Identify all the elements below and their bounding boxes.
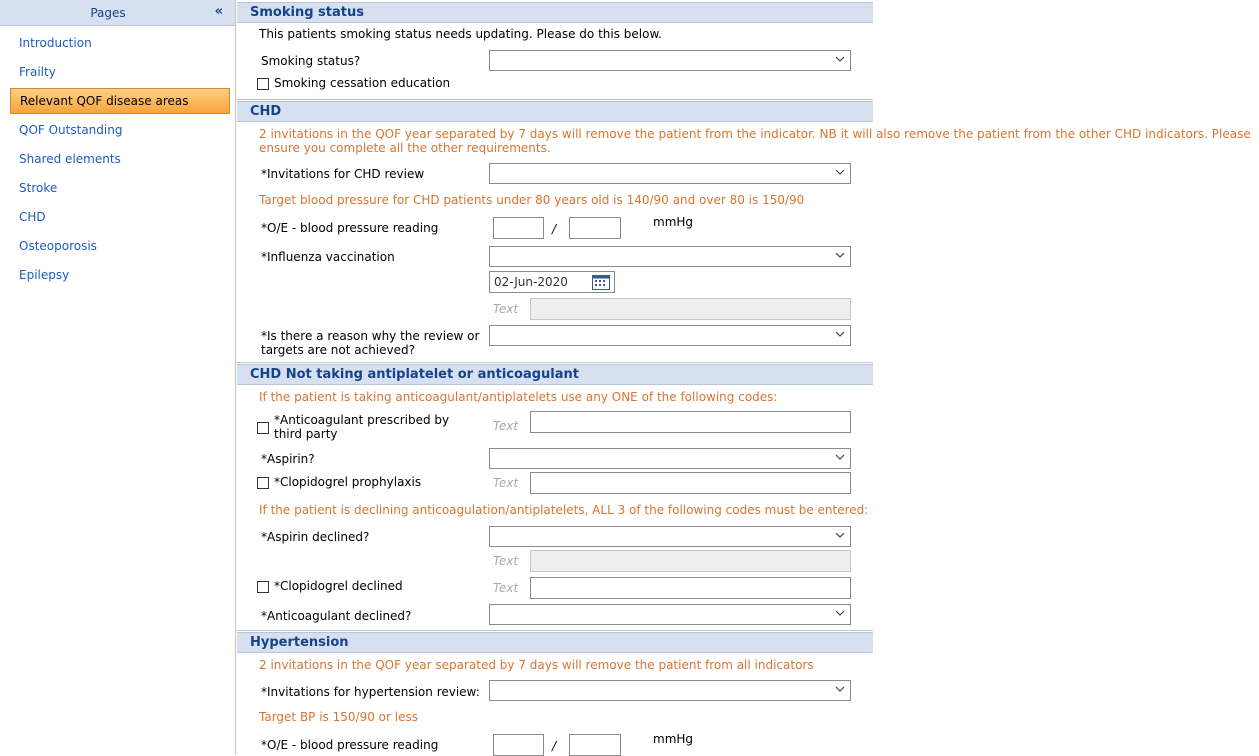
- section-chd-header: CHD: [237, 101, 873, 122]
- sidebar-item-epilepsy[interactable]: Epilepsy: [19, 268, 70, 282]
- chd-invitation-note: 2 invitations in the QOF year separated by 7 days will remove the patient from the indicator. NB it will also remove the patient from the other CHD indicators. Please ensure you complete all the other requirements.: [259, 127, 1251, 155]
- chd-target-bp-note: Target blood pressure for CHD patients under 80 years old is 140/90 and over 80 is 150/90: [259, 193, 805, 207]
- chevron-down-icon: [835, 54, 845, 64]
- sidebar-title: Pages: [90, 6, 126, 20]
- hypertension-bp-systolic-input[interactable]: [493, 734, 544, 756]
- anticoag-third-party-checkbox[interactable]: [257, 422, 269, 434]
- sidebar-item-qof-outstanding[interactable]: QOF Outstanding: [19, 123, 123, 137]
- sidebar-item-chd[interactable]: CHD: [19, 210, 46, 224]
- smoking-cessation-label: Smoking cessation education: [274, 76, 451, 90]
- section-divider: [237, 99, 873, 100]
- chd-bp-label: *O/E - blood pressure reading: [261, 221, 439, 235]
- sidebar-header: [0, 0, 235, 26]
- chevron-down-icon: [835, 608, 845, 618]
- chd-bp-systolic-input[interactable]: [493, 217, 544, 239]
- chd-invitations-dropdown[interactable]: [489, 163, 851, 184]
- chd-reason-dropdown[interactable]: [489, 325, 851, 346]
- aspirin-declined-text-input[interactable]: [530, 550, 851, 572]
- sidebar-item-introduction[interactable]: Introduction: [19, 36, 92, 50]
- chd-invitations-label: *Invitations for CHD review: [261, 167, 425, 181]
- chevron-down-icon: [835, 452, 845, 462]
- antiplatelet-taking-note: If the patient is taking anticoagulant/antiplatelets use any ONE of the following codes:: [259, 390, 778, 404]
- influenza-vaccination-dropdown[interactable]: [489, 246, 851, 267]
- hypertension-bp-label: *O/E - blood pressure reading: [261, 738, 439, 752]
- chd-bp-separator: /: [552, 222, 557, 236]
- chevron-down-icon: [835, 530, 845, 540]
- sidebar-item-stroke[interactable]: Stroke: [19, 181, 58, 195]
- influenza-text-input[interactable]: [530, 298, 851, 320]
- clopidogrel-declined-text-placeholder: Text: [493, 581, 519, 595]
- smoking-info-text: This patients smoking status needs updating. Please do this below.: [259, 27, 662, 41]
- anticoag-third-party-label: *Anticoagulant prescribed by third party: [274, 413, 450, 441]
- chevron-down-icon: [835, 250, 845, 260]
- sidebar-item-frailty[interactable]: Frailty: [19, 65, 56, 79]
- calendar-icon[interactable]: [592, 274, 610, 290]
- clopidogrel-text-placeholder: Text: [493, 476, 519, 490]
- chevron-down-icon: [835, 167, 845, 177]
- clopidogrel-prophylaxis-checkbox[interactable]: [257, 477, 269, 489]
- hypertension-bp-separator: /: [552, 739, 557, 753]
- clopidogrel-declined-label: *Clopidogrel declined: [274, 579, 403, 593]
- aspirin-label: *Aspirin?: [261, 452, 315, 466]
- hypertension-bp-unit: mmHg: [653, 732, 694, 746]
- chd-bp-diastolic-input[interactable]: [569, 217, 621, 239]
- smoking-cessation-checkbox[interactable]: [257, 78, 269, 90]
- smoking-status-label: Smoking status?: [261, 54, 361, 68]
- chevron-down-icon: [835, 329, 845, 339]
- clopidogrel-text-input[interactable]: [530, 472, 851, 494]
- sidebar-item-relevant-qof[interactable]: Relevant QOF disease areas: [10, 88, 230, 114]
- aspirin-declined-dropdown[interactable]: [489, 526, 851, 547]
- influenza-date-input[interactable]: [489, 271, 615, 293]
- main-form: [237, 0, 1251, 755]
- anticoag-third-party-text-input[interactable]: [530, 411, 851, 433]
- clopidogrel-declined-text-input[interactable]: [530, 577, 851, 599]
- clopidogrel-declined-checkbox[interactable]: [257, 581, 269, 593]
- chevron-down-icon: [835, 684, 845, 694]
- hypertension-invitation-note: 2 invitations in the QOF year separated by 7 days will remove the patient from all indicators: [259, 658, 814, 672]
- hypertension-target-note: Target BP is 150/90 or less: [259, 710, 418, 724]
- hypertension-invitations-dropdown[interactable]: [489, 680, 851, 701]
- section-smoking-header: Smoking status: [237, 2, 873, 23]
- influenza-text-placeholder: Text: [493, 302, 519, 316]
- aspirin-declined-label: *Aspirin declined?: [261, 530, 370, 544]
- aspirin-declined-text-placeholder: Text: [493, 554, 519, 568]
- clopidogrel-prophylaxis-label: *Clopidogrel prophylaxis: [274, 475, 422, 489]
- section-hypertension-header: Hypertension: [237, 632, 873, 653]
- chd-reason-label: *Is there a reason why the review or targets are not achieved?: [261, 329, 480, 357]
- antiplatelet-declining-note: If the patient is declining anticoagulation/antiplatelets, ALL 3 of the following codes must be entered:: [259, 503, 869, 517]
- chd-bp-unit: mmHg: [653, 215, 694, 229]
- sidebar-item-osteoporosis[interactable]: Osteoporosis: [19, 239, 97, 253]
- section-antiplatelet-header: CHD Not taking antiplatelet or anticoagulant: [237, 364, 873, 385]
- influenza-date-value: 02-Jun-2020: [494, 275, 568, 289]
- section-divider: [237, 362, 873, 363]
- aspirin-dropdown[interactable]: [489, 448, 851, 469]
- sidebar-item-shared-elements[interactable]: Shared elements: [19, 152, 121, 166]
- section-divider: [237, 630, 873, 631]
- anticoag-declined-dropdown[interactable]: [489, 604, 851, 625]
- hypertension-invitations-label: *Invitations for hypertension review:: [261, 685, 480, 699]
- anticoag-third-party-text-placeholder: Text: [493, 419, 519, 433]
- collapse-sidebar-icon[interactable]: «: [214, 4, 223, 19]
- hypertension-bp-diastolic-input[interactable]: [569, 734, 621, 756]
- pages-sidebar: [0, 0, 236, 755]
- smoking-status-dropdown[interactable]: [489, 50, 851, 71]
- anticoag-declined-label: *Anticoagulant declined?: [261, 609, 412, 623]
- influenza-vaccination-label: *Influenza vaccination: [261, 250, 395, 264]
